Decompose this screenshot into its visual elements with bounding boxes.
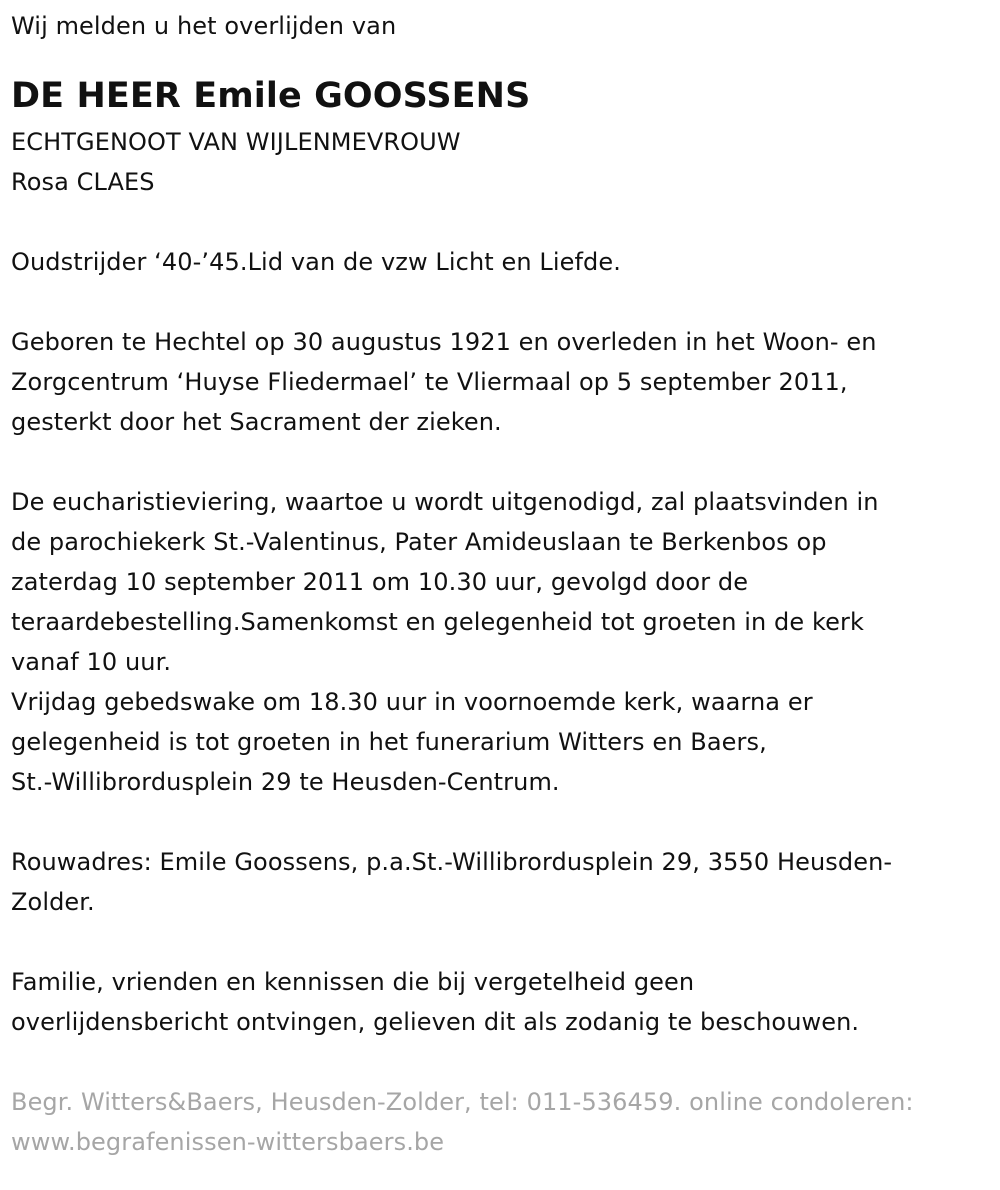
- paragraph-line: Vrijdag gebedswake om 18.30 uur in voornoemde kerk, waarna er: [11, 688, 813, 716]
- birth-death-paragraph: [11, 322, 1000, 442]
- paragraph-line: Rouwadres: Emile Goossens, p.a.St.-Willibrordusplein 29, 3550 Heusden-: [11, 848, 893, 876]
- paragraph-line: teraardebestelling.Samenkomst en gelegenheid tot groeten in de kerk: [11, 608, 864, 636]
- ceremony-paragraph: [11, 482, 1000, 802]
- paragraph-line: St.-Willibrordusplein 29 te Heusden-Centrum.: [11, 768, 560, 796]
- paragraph-line: Zolder.: [11, 888, 95, 916]
- spacer: [11, 922, 1000, 962]
- veteran-text: Oudstrijder ‘40-’45.Lid van de vzw Licht en Liefde.: [11, 248, 621, 276]
- paragraph-line: overlijdensbericht ontvingen, gelieven dit als zodanig te beschouwen.: [11, 1008, 860, 1036]
- spacer: [11, 1042, 1000, 1082]
- address-paragraph: [11, 842, 1000, 922]
- paragraph-line: Zorgcentrum ‘Huyse Fliedermael’ te Vliermaal op 5 september 2011,: [11, 368, 848, 396]
- intro-text: Wij melden u het overlijden van: [11, 12, 397, 40]
- paragraph-line: de parochiekerk St.-Valentinus, Pater Amideuslaan te Berkenbos op: [11, 528, 827, 556]
- spacer: [11, 802, 1000, 842]
- footer-website: www.begrafenissen-wittersbaers.be: [11, 1128, 445, 1156]
- footer-contact: Begr. Witters&Baers, Heusden-Zolder, tel: 011-536459. online condoleren:: [11, 1088, 914, 1116]
- deceased-name: DE HEER Emile GOOSSENS: [11, 76, 531, 116]
- paragraph-line: vanaf 10 uur.: [11, 648, 172, 676]
- family-paragraph: [11, 962, 1000, 1042]
- paragraph-line: Familie, vrienden en kennissen die bij vergetelheid geen: [11, 968, 695, 996]
- paragraph-line: gelegenheid is tot groeten in het funerarium Witters en Baers,: [11, 728, 767, 756]
- paragraph-line: De eucharistieviering, waartoe u wordt uitgenodigd, zal plaatsvinden in: [11, 488, 879, 516]
- paragraph-line: Geboren te Hechtel op 30 augustus 1921 en overleden in het Woon- en: [11, 328, 877, 356]
- spacer: [11, 202, 1000, 242]
- undertaker-footer: [11, 1082, 1000, 1162]
- spouse-name: Rosa CLAES: [11, 168, 155, 196]
- spacer: [11, 442, 1000, 482]
- paragraph-line: gesterkt door het Sacrament der zieken.: [11, 408, 502, 436]
- paragraph-line: zaterdag 10 september 2011 om 10.30 uur, gevolgd door de: [11, 568, 749, 596]
- spouse-title: ECHTGENOOT VAN WIJLENMEVROUW: [11, 128, 461, 156]
- spacer: [11, 282, 1000, 322]
